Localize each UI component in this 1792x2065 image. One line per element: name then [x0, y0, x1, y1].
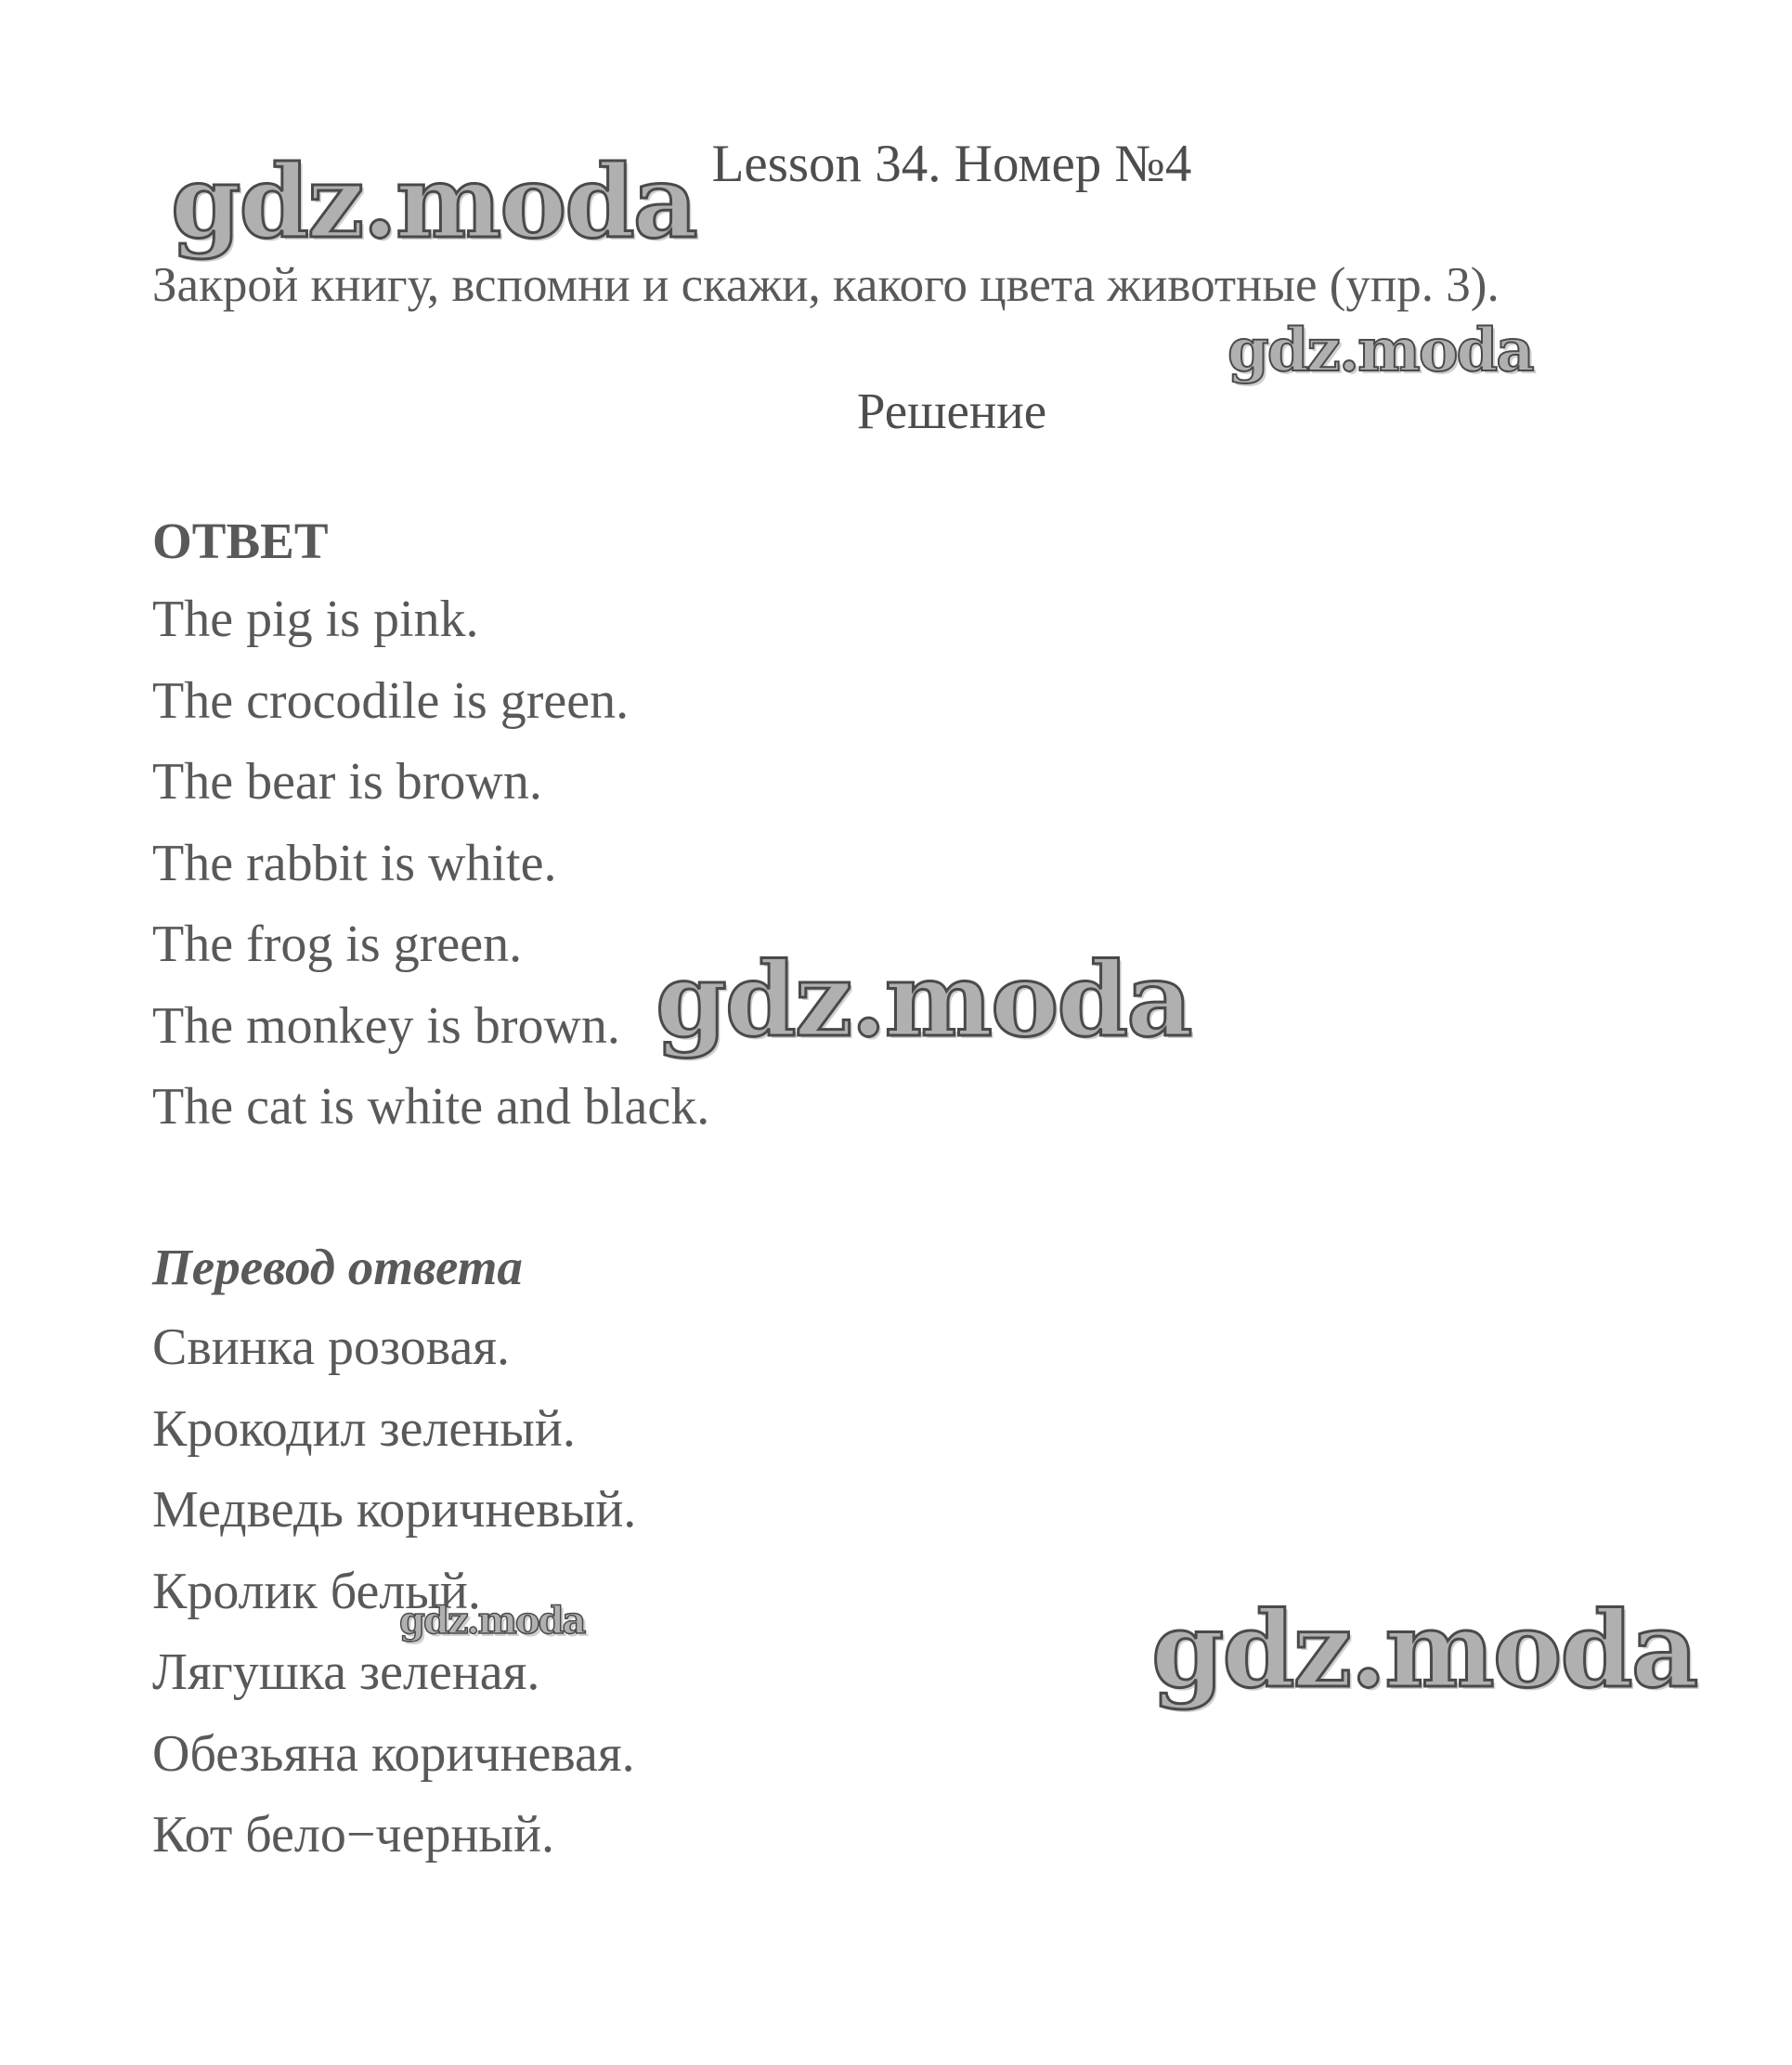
translation-line: Обезьяна коричневая.: [152, 1724, 635, 1783]
answer-line: The rabbit is white.: [152, 834, 557, 892]
translation-line: Кролик белый.: [152, 1562, 481, 1620]
answer-line: The cat is white and black.: [152, 1078, 710, 1136]
watermark: gdz.moda: [1151, 1590, 1697, 1711]
answer-line: The pig is pink.: [152, 591, 479, 648]
task-instruction: Закрой книгу, вспомни и скажи, какого цвета животные (упр. 3).: [152, 258, 1500, 312]
translation-list: [152, 1307, 636, 1877]
translation-line: Кот бело−черный.: [152, 1806, 555, 1864]
translation-heading: Перевод ответа: [152, 1239, 523, 1295]
translation-line: Медведь коричневый.: [152, 1481, 637, 1539]
solution-label: Решение: [856, 383, 1047, 439]
answer-list: [152, 579, 709, 1149]
answer-line: The bear is brown.: [152, 753, 542, 811]
translation-line: Свинка розовая.: [152, 1318, 511, 1376]
answer-line: The frog is green.: [152, 916, 523, 973]
watermark: gdz.moda: [1227, 316, 1533, 385]
answer-line: The monkey is brown.: [152, 996, 620, 1055]
answer-line: The crocodile is green.: [152, 671, 630, 730]
answer-heading: ОТВЕТ: [152, 513, 329, 569]
watermark: gdz.moda: [399, 1599, 585, 1643]
translation-line: Крокодил зеленый.: [152, 1399, 576, 1458]
lesson-title: Lesson 34. Номер №4: [711, 135, 1192, 193]
watermark: gdz.moda: [171, 144, 696, 261]
watermark: gdz.moda: [656, 940, 1191, 1059]
translation-line: Лягушка зеленая.: [152, 1643, 540, 1701]
